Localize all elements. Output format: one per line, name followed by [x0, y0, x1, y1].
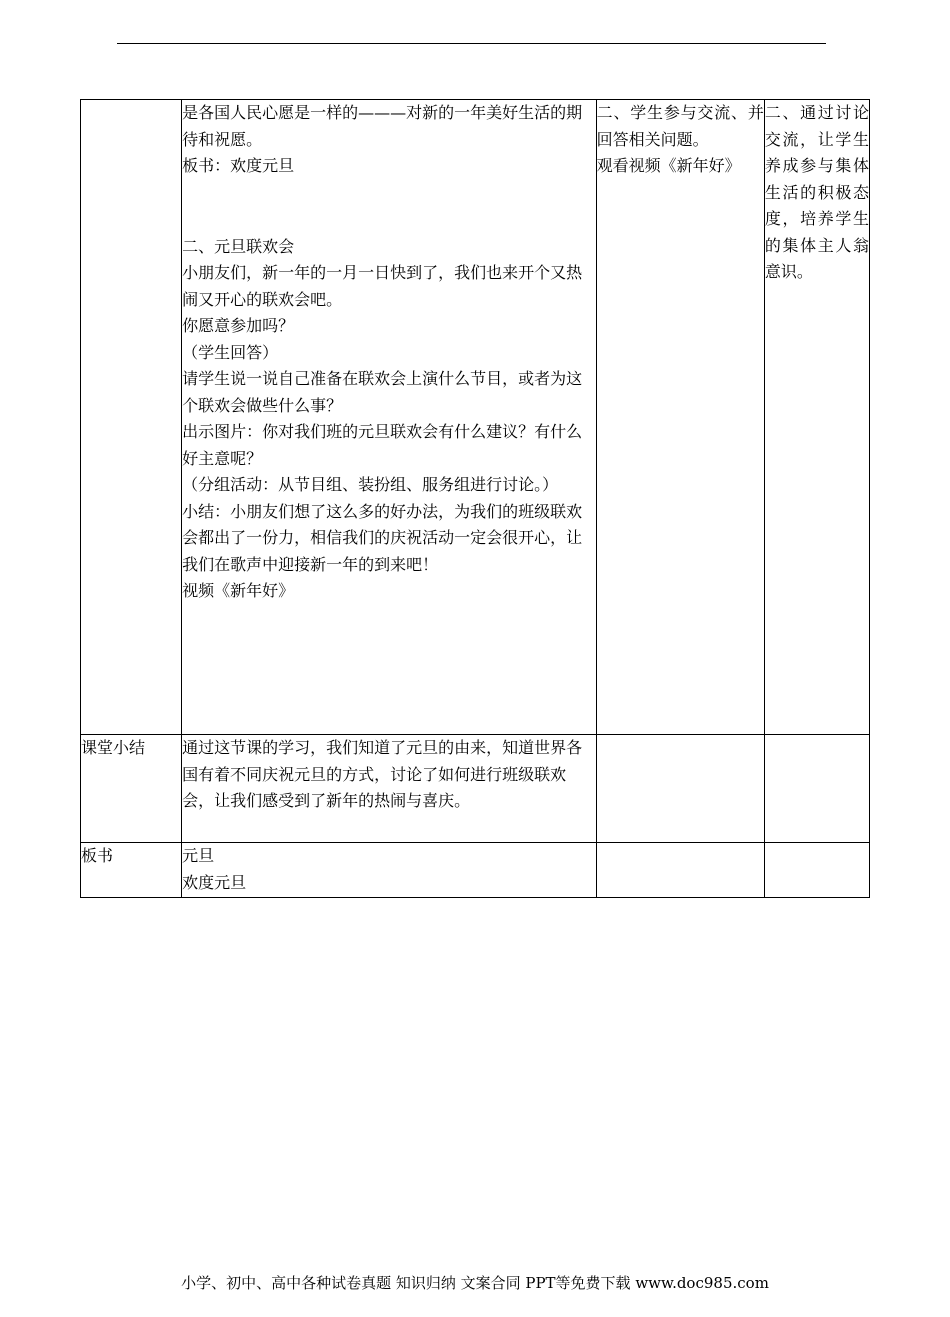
summary-paragraph: 通过这节课的学习，我们知道了元旦的由来，知道世界各国有着不同庆祝元旦的方式，讨论了如何进行班级联欢会，让我们感受到了新年的热闹与喜庆。 [182, 738, 583, 810]
content-paragraph: 小朋友们，新一年的一月一日快到了，我们也来开个又热闹又开心的联欢会吧。 [182, 263, 583, 309]
board-label: 板书 [81, 843, 182, 898]
board-content [182, 843, 597, 898]
summary-label: 课堂小结 [81, 735, 182, 843]
activity-paragraph: 二、学生参与交流、并回答相关问题。 [596, 103, 764, 149]
content-paragraph: 板书：欢度元旦 [182, 156, 295, 175]
empty-cell [596, 735, 764, 843]
student-activity-cell [596, 100, 764, 735]
design-intent-cell [764, 100, 869, 735]
board-line: 欢度元旦 [182, 872, 247, 892]
table-row [81, 100, 870, 735]
intent-paragraph: 二、通过讨论交流，让学生养成参与集体生活的积极态度，培养学生的集体主人翁意识。 [764, 103, 869, 281]
footer-text: 小学、初中、高中各种试卷真题 知识归纳 文案合同 PPT等免费下载 www.doc985.com [181, 1274, 769, 1292]
content-paragraph: （分组活动：从节目组、装扮组、服务组进行讨论。） [182, 475, 559, 494]
content-paragraph: 你愿意参加吗？ [182, 316, 295, 335]
lesson-plan-table [80, 99, 870, 898]
summary-content [182, 735, 597, 843]
empty-label-cell [81, 100, 182, 735]
empty-cell [764, 843, 869, 898]
content-paragraph: 请学生说一说自己准备在联欢会上演什么节目，或者为这个联欢会做些什么事？ [182, 369, 583, 415]
empty-cell [764, 735, 869, 843]
table-row [81, 735, 870, 843]
board-line: 元旦 [182, 846, 215, 865]
content-paragraph: 是各国人民心愿是一样的———对新的一年美好生活的期待和祝愿。 [182, 103, 583, 149]
content-paragraph: 出示图片：你对我们班的元旦联欢会有什么建议？有什么好主意呢？ [182, 422, 583, 468]
table-row [81, 843, 870, 898]
teaching-content-cell [182, 100, 597, 735]
section-heading: 二、元旦联欢会 [182, 236, 295, 256]
content-paragraph: 小结：小朋友们想了这么多的好办法，为我们的班级联欢会都出了一份力，相信我们的庆祝活动一定会很开心，让我们在歌声中迎接新一年的到来吧！ [182, 501, 583, 574]
activity-paragraph: 观看视频《新年好》 [596, 156, 741, 175]
content-paragraph: 视频《新年好》 [182, 581, 295, 600]
header-rule [117, 43, 826, 44]
empty-cell [596, 843, 764, 898]
content-paragraph: （学生回答） [182, 342, 279, 362]
